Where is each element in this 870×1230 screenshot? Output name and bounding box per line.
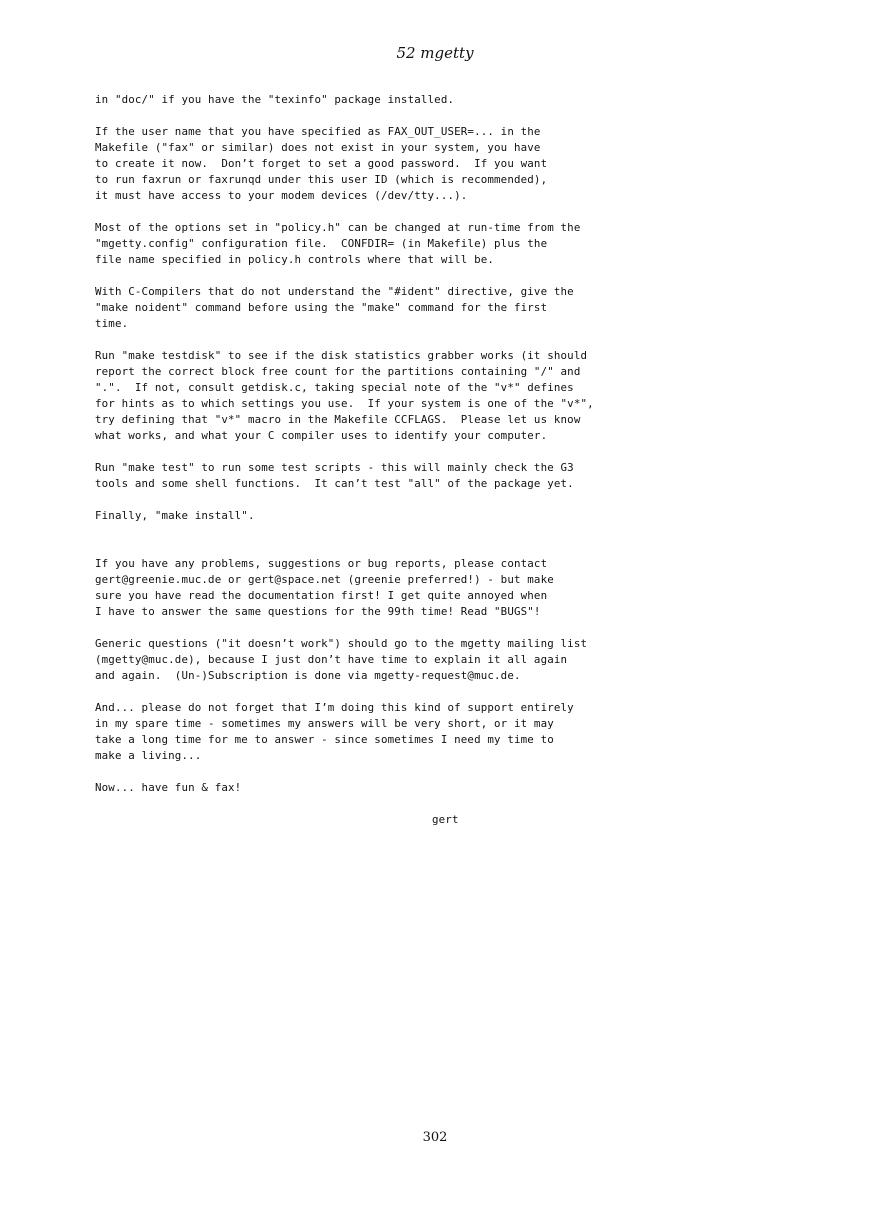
text-line: what works, and what your C compiler uses to identify your computer. — [95, 429, 548, 442]
paragraph — [95, 124, 815, 204]
running-header: 52 mgetty — [396, 44, 474, 62]
text-line: Most of the options set in "policy.h" can be changed at run-time from the — [95, 221, 581, 234]
text-line: sure you have read the documentation first! I get quite annoyed when — [95, 589, 548, 602]
page-number: 302 — [422, 1130, 448, 1145]
text-line: time. — [95, 317, 129, 330]
paragraph — [95, 780, 815, 796]
paragraph — [95, 508, 815, 524]
text-line: And... please do not forget that I’m doing this kind of support entirely — [95, 701, 574, 714]
text-line: gert@greenie.muc.de or gert@space.net (greenie preferred!) - but make — [95, 573, 554, 586]
text-line: it must have access to your modem devices (/dev/tty...). — [95, 189, 468, 202]
text-line: take a long time for me to answer - since sometimes I need my time to — [95, 733, 554, 746]
text-line: to run faxrun or faxrunqd under this user ID (which is recommended), — [95, 173, 548, 186]
text-line: for hints as to which settings you use. If your system is one of the "v*", — [95, 397, 594, 410]
text-line: ".". If not, consult getdisk.c, taking special note of the "v*" defines — [95, 381, 574, 394]
text-line: file name specified in policy.h controls where that will be. — [95, 253, 495, 266]
section-gap — [95, 540, 815, 556]
text-line: Finally, "make install". — [95, 509, 255, 522]
signature: gert — [432, 813, 459, 826]
text-line: If you have any problems, suggestions or bug reports, please contact — [95, 557, 548, 570]
paragraph — [95, 92, 815, 108]
document-body — [95, 92, 815, 828]
text-line: Now... have fun & fax! — [95, 781, 242, 794]
text-line: (mgetty@muc.de), because I just don’t have time to explain it all again — [95, 653, 568, 666]
paragraph — [95, 700, 815, 764]
text-line: Run "make testdisk" to see if the disk statistics grabber works (it should — [95, 349, 588, 362]
text-line: and again. (Un-)Subscription is done via mgetty-request@muc.de. — [95, 669, 521, 682]
paragraph — [95, 636, 815, 684]
text-line: "mgetty.config" configuration file. CONFDIR= (in Makefile) plus the — [95, 237, 548, 250]
text-line: to create it now. Don’t forget to set a good password. If you want — [95, 157, 548, 170]
text-line: try defining that "v*" macro in the Makefile CCFLAGS. Please let us know — [95, 413, 581, 426]
paragraph — [95, 284, 815, 332]
text-line: Generic questions ("it doesn’t work") should go to the mgetty mailing list — [95, 637, 588, 650]
paragraph-list — [95, 92, 815, 796]
text-line: in "doc/" if you have the "texinfo" package installed. — [95, 93, 455, 106]
text-line: tools and some shell functions. It can’t test "all" of the package yet. — [95, 477, 574, 490]
paragraph — [95, 460, 815, 492]
text-line: If the user name that you have specified as FAX_OUT_USER=... in the — [95, 125, 541, 138]
paragraph — [95, 348, 815, 444]
text-line: Makefile ("fax" or similar) does not exist in your system, you have — [95, 141, 541, 154]
text-line: "make noident" command before using the "make" command for the first — [95, 301, 548, 314]
text-line: I have to answer the same questions for the 99th time! Read "BUGS"! — [95, 605, 541, 618]
text-line: in my spare time - sometimes my answers will be very short, or it may — [95, 717, 554, 730]
paragraph — [95, 220, 815, 268]
text-line: make a living... — [95, 749, 202, 762]
paragraph — [95, 556, 815, 620]
text-line: Run "make test" to run some test scripts - this will mainly check the G3 — [95, 461, 574, 474]
text-line: report the correct block free count for the partitions containing "/" and — [95, 365, 581, 378]
text-line: With C-Compilers that do not understand the "#ident" directive, give the — [95, 285, 574, 298]
